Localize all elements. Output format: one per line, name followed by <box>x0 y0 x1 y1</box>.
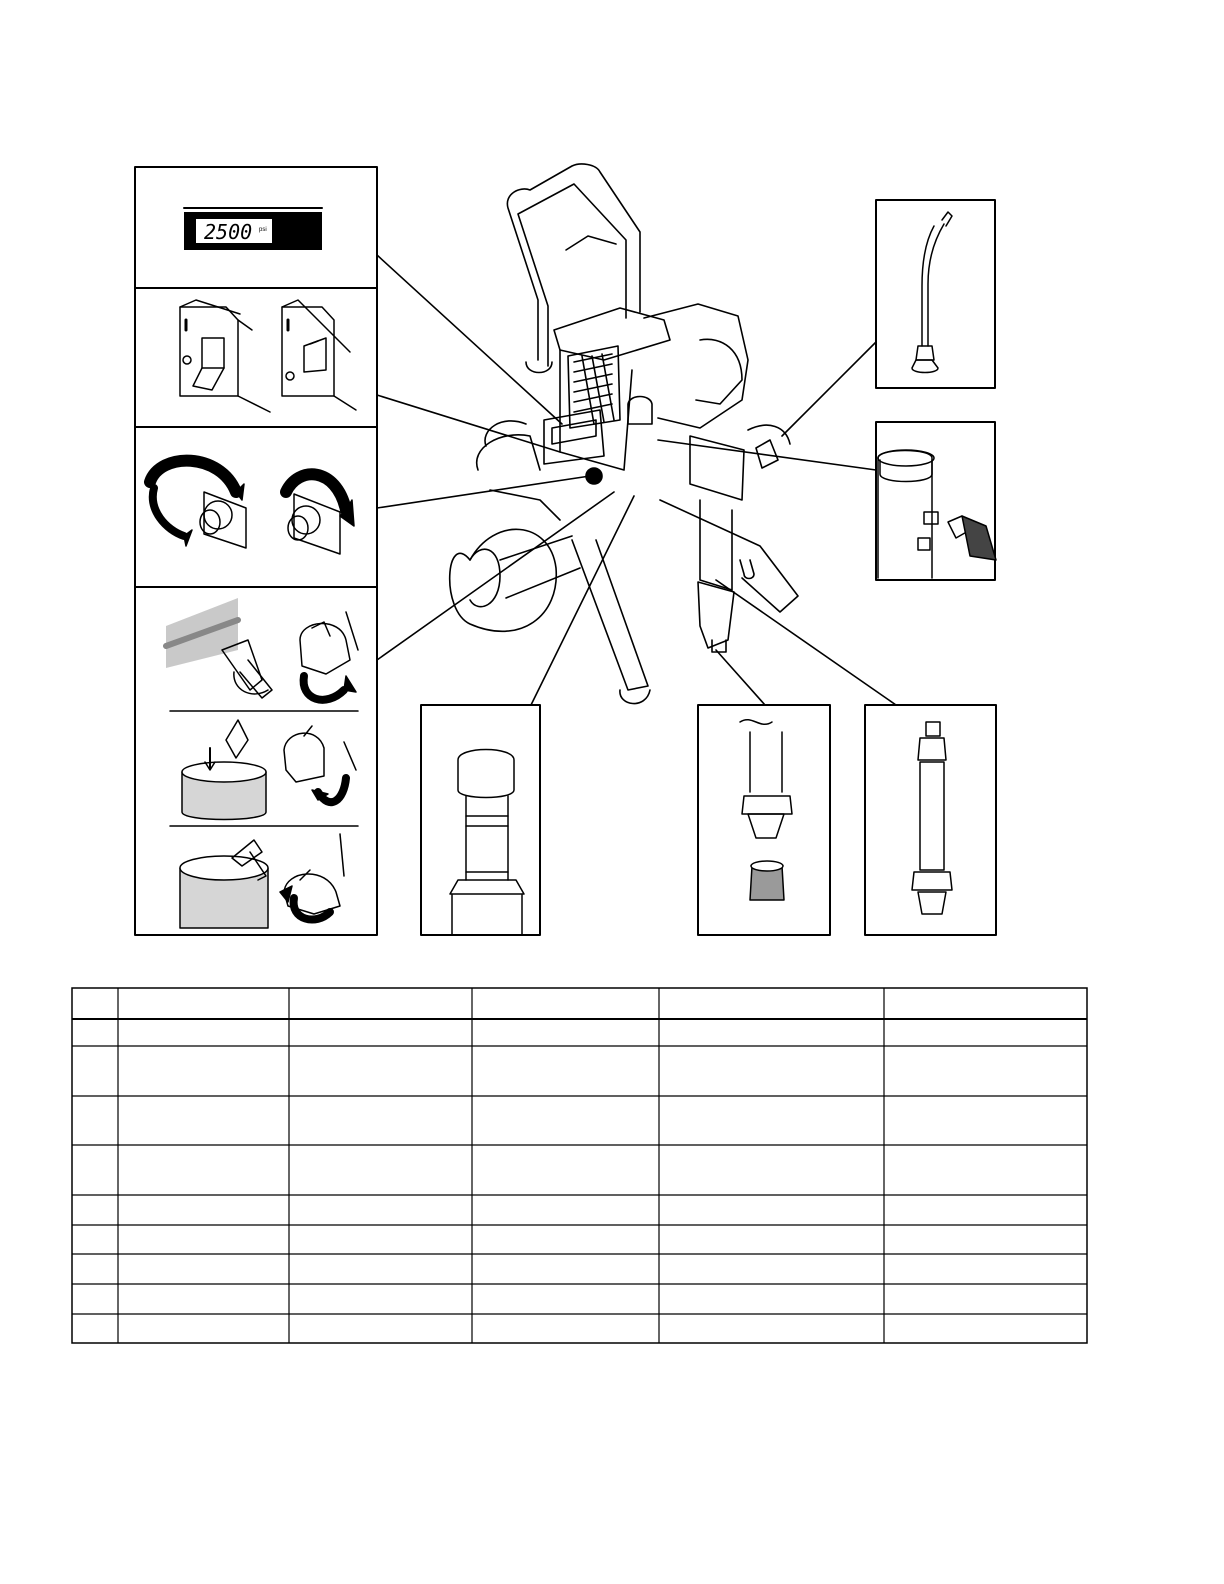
table-row-dividers <box>72 1046 1087 1314</box>
table-outer-border <box>72 988 1087 1343</box>
table-column-dividers <box>118 988 884 1343</box>
pressure-display-unit: psi <box>259 227 267 233</box>
pressure-display-value: 2500 <box>204 220 253 244</box>
